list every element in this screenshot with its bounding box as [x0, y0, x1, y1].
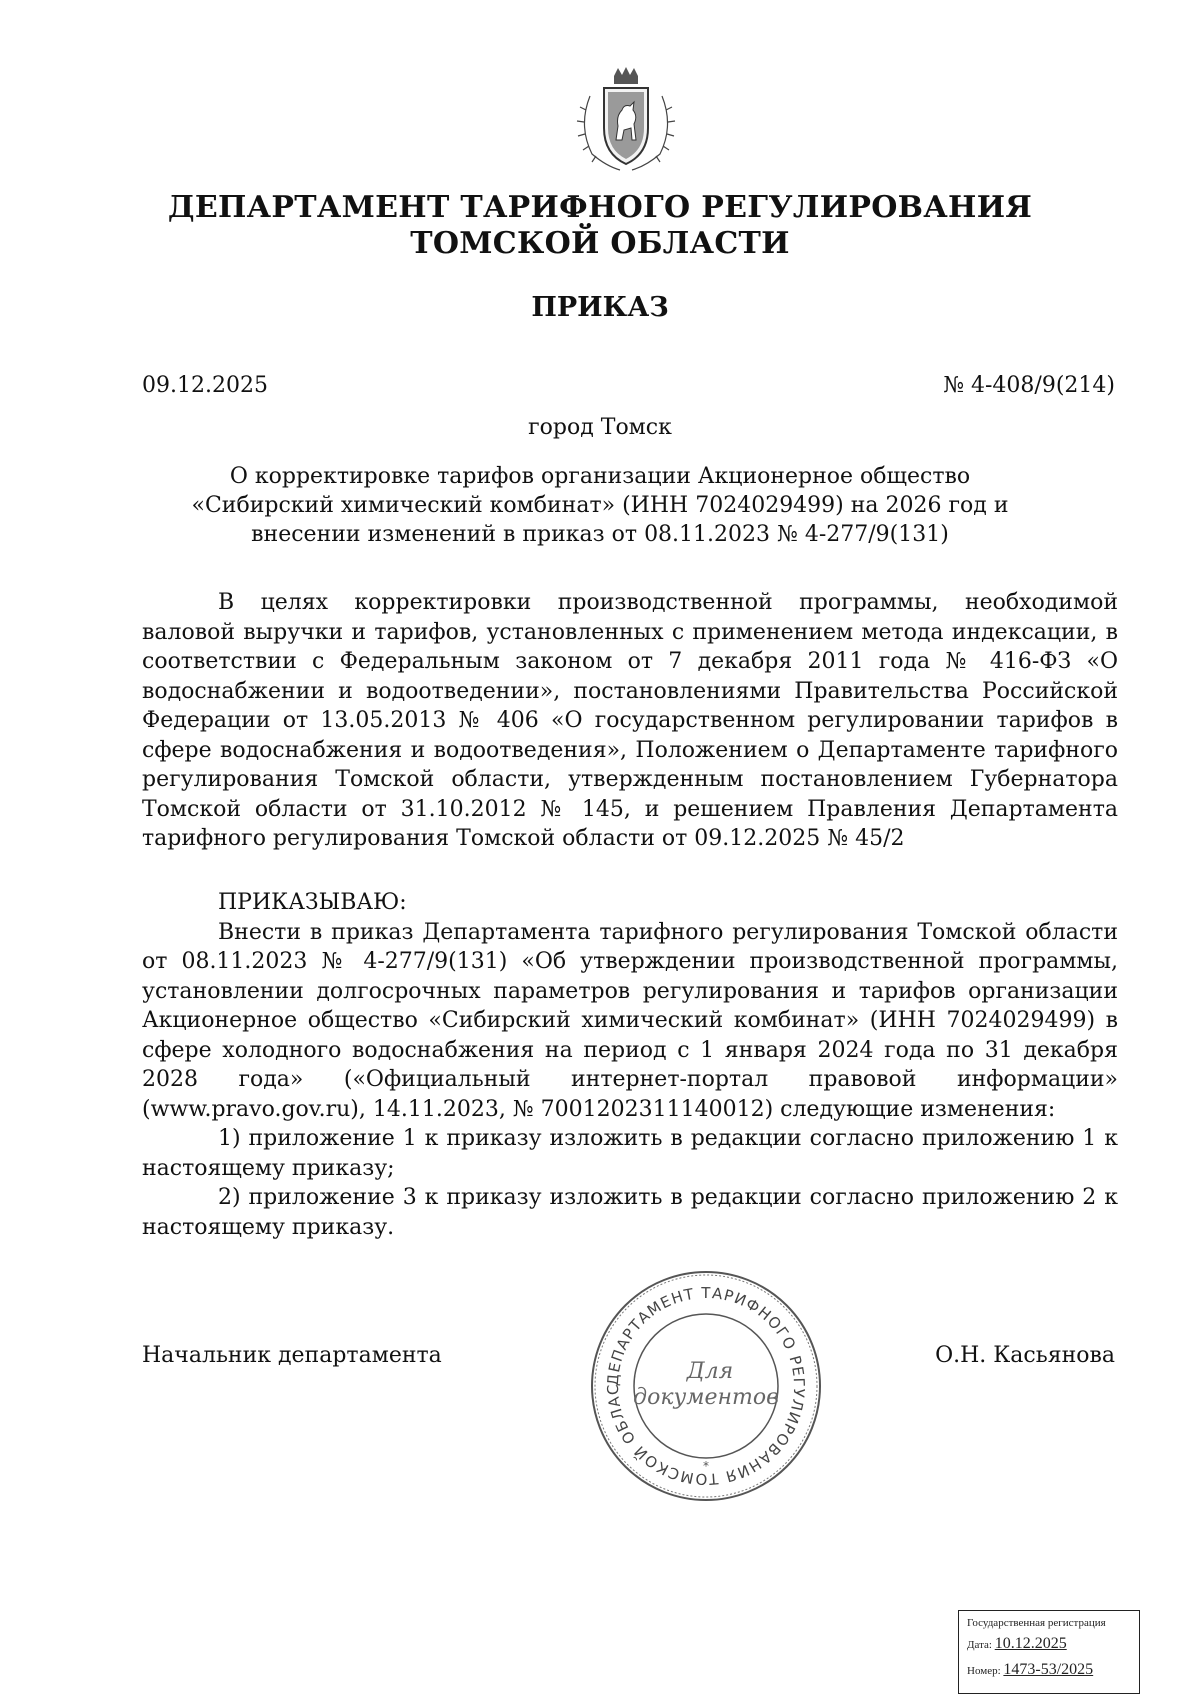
- tomsk-coat-of-arms-icon: [570, 66, 682, 178]
- order-paragraph: Внести в приказ Департамента тарифного регулирования Томской области от 08.11.2023 № 4-277/9(131) «Об утверждении производственной программы, установлении долгосрочных параметров регулирования и тарифов организации Акционерное общество «Сибирский химический комбинат» (ИНН 7024029499) в сфере холодного водоснабжения на период с 1 января 2024 года по 31 декабря 2028 года» («Официальный интернет-портал правовой информации» (www.pravo.gov.ru), 14.11.2023, № 7001202311140012) следующие изменения:: [142, 919, 1118, 1122]
- document-type: ПРИКАЗ: [531, 292, 669, 323]
- registration-number-value: 1473-53/2025: [1003, 1661, 1094, 1678]
- registration-title: Государственная регистрация: [967, 1617, 1106, 1629]
- order-item-1: 1) приложение 1 к приказу изложить в редакции согласно приложению 1 к настоящему приказу;: [142, 1126, 1118, 1181]
- department-title-line1: ДЕПАРТАМЕНТ ТАРИФНОГО РЕГУЛИРОВАНИЯ: [167, 190, 1033, 225]
- signatory-name: О.Н. Касьянова: [935, 1343, 1115, 1368]
- registration-date-row: [967, 1635, 1067, 1653]
- registration-number-row: [967, 1661, 1093, 1679]
- preamble-paragraph: В целях корректировки производственной программы, необходимой валовой выручки и тарифов, установленных с применением метода индексации, в соответствии с Федеральным законом от 7 декабря 2011 года № 416-ФЗ «О водоснабжении и водоотведении», постановлениями Правительства Российской Федерации от 13.05.2013 № 406 «О государственном регулировании тарифов в сфере водоснабжения и водоотведения», Положением о Департаменте тарифного регулирования Томской области, утвержденным постановлением Губернатора Томской области от 31.10.2012 № 145, и решением Правления Департамента тарифного регулирования Томской области от 09.12.2025 № 45/2: [142, 590, 1118, 851]
- official-stamp: [588, 1268, 824, 1504]
- stamp-center-line2: документов: [633, 1385, 779, 1410]
- order-subject: О корректировке тарифов организации Акционерное общество «Сибирский химический комбинат» (ИНН 7024029499) на 2026 год и внесении изменений в приказ от 08.11.2023 № 4-277/9(131): [191, 464, 1009, 547]
- order-number: № 4-408/9(214): [943, 373, 1115, 398]
- registration-date-label: Дата:: [967, 1639, 992, 1651]
- round-seal-icon: [588, 1268, 824, 1504]
- signatory-position: Начальник департамента: [142, 1343, 442, 1368]
- stamp-ring-text: ДЕПАРТАМЕНТ ТАРИФНОГО РЕГУЛИРОВАНИЯ ТОМСКОЙ ОБЛАС: [603, 1283, 809, 1489]
- department-title: [150, 190, 1050, 262]
- order-block: [142, 888, 1118, 1242]
- registration-number-label: Номер:: [967, 1665, 1001, 1677]
- registration-box: [958, 1610, 1140, 1694]
- department-title-line2: ТОМСКОЙ ОБЛАСТИ: [410, 226, 790, 261]
- order-date: 09.12.2025: [142, 373, 268, 398]
- preamble-block: [142, 588, 1118, 854]
- coat-of-arms-emblem: [570, 66, 682, 178]
- svg-text:*: *: [703, 1459, 709, 1473]
- registration-date-value: 10.12.2025: [994, 1635, 1067, 1652]
- order-item-2: 2) приложение 3 к приказу изложить в редакции согласно приложению 2 к настоящему приказу.: [142, 1185, 1118, 1240]
- order-city: город Томск: [528, 415, 672, 440]
- stamp-center-line1: Для: [686, 1359, 734, 1384]
- order-word: ПРИКАЗЫВАЮ:: [218, 890, 407, 915]
